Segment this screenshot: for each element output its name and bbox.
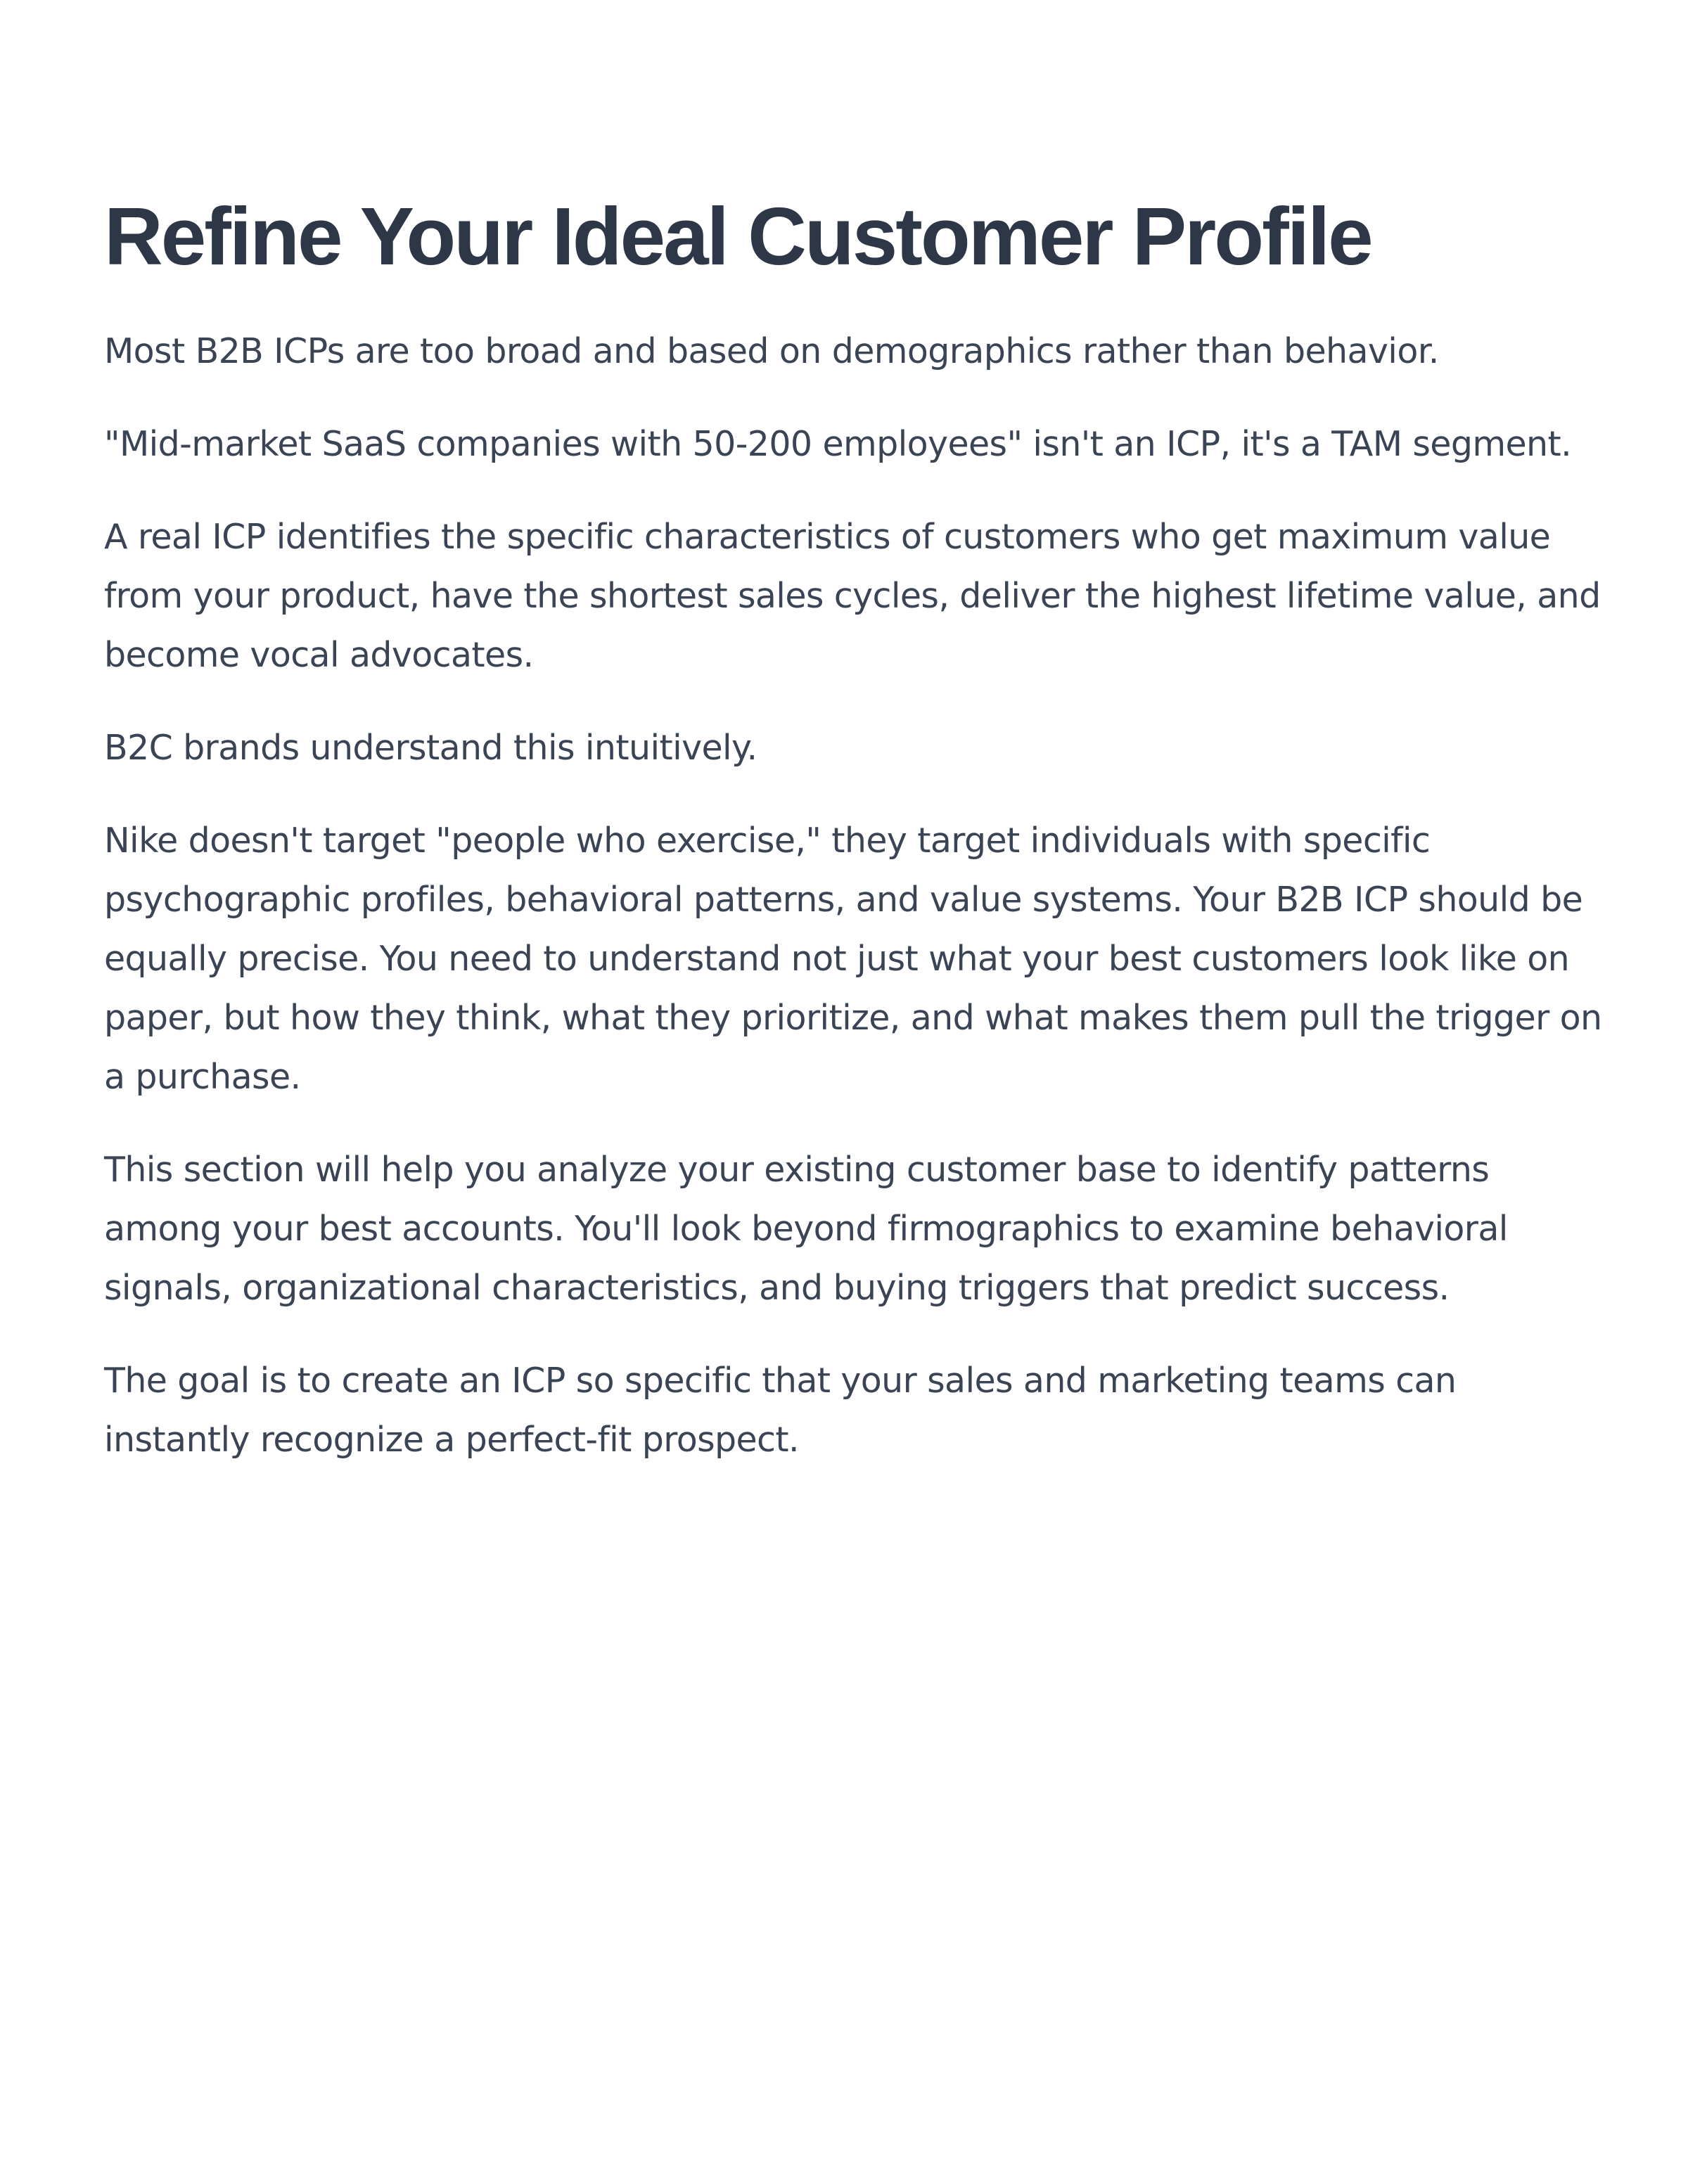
paragraph-3: A real ICP identifies the specific characteristics of customers who get maximum value from your product, have the shortest sales cycles, deliver the highest lifetime value, and become vocal advocates. — [104, 517, 1601, 675]
paragraph-5: Nike doesn't target "people who exercise," they target individuals with specific psychographic profiles, behavioral patterns, and value systems. Your B2B ICP should be equally precise. You need to understand not just what your best customers look like on paper, but how they think, what they prioritize, and what makes them pull the trigger on a purchase. — [104, 821, 1602, 1097]
paragraph-2: "Mid-market SaaS companies with 50-200 employees" isn't an ICP, it's a TAM segment. — [104, 424, 1572, 464]
document-page — [104, 190, 1602, 1503]
paragraph-1: Most B2B ICPs are too broad and based on demographics rather than behavior. — [104, 331, 1439, 371]
paragraph-7: The goal is to create an ICP so specific that your sales and marketing teams can instantly recognize a perfect-fit prospect. — [104, 1361, 1457, 1460]
page-title: Refine Your Ideal Customer Profile — [104, 191, 1372, 282]
paragraph-4: B2C brands understand this intuitively. — [104, 728, 757, 768]
paragraph-6: This section will help you analyze your existing customer base to identify patterns among your best accounts. You'll look beyond firmographics to examine behavioral signals, organizational characteristics, and buying triggers that predict success. — [104, 1150, 1508, 1308]
